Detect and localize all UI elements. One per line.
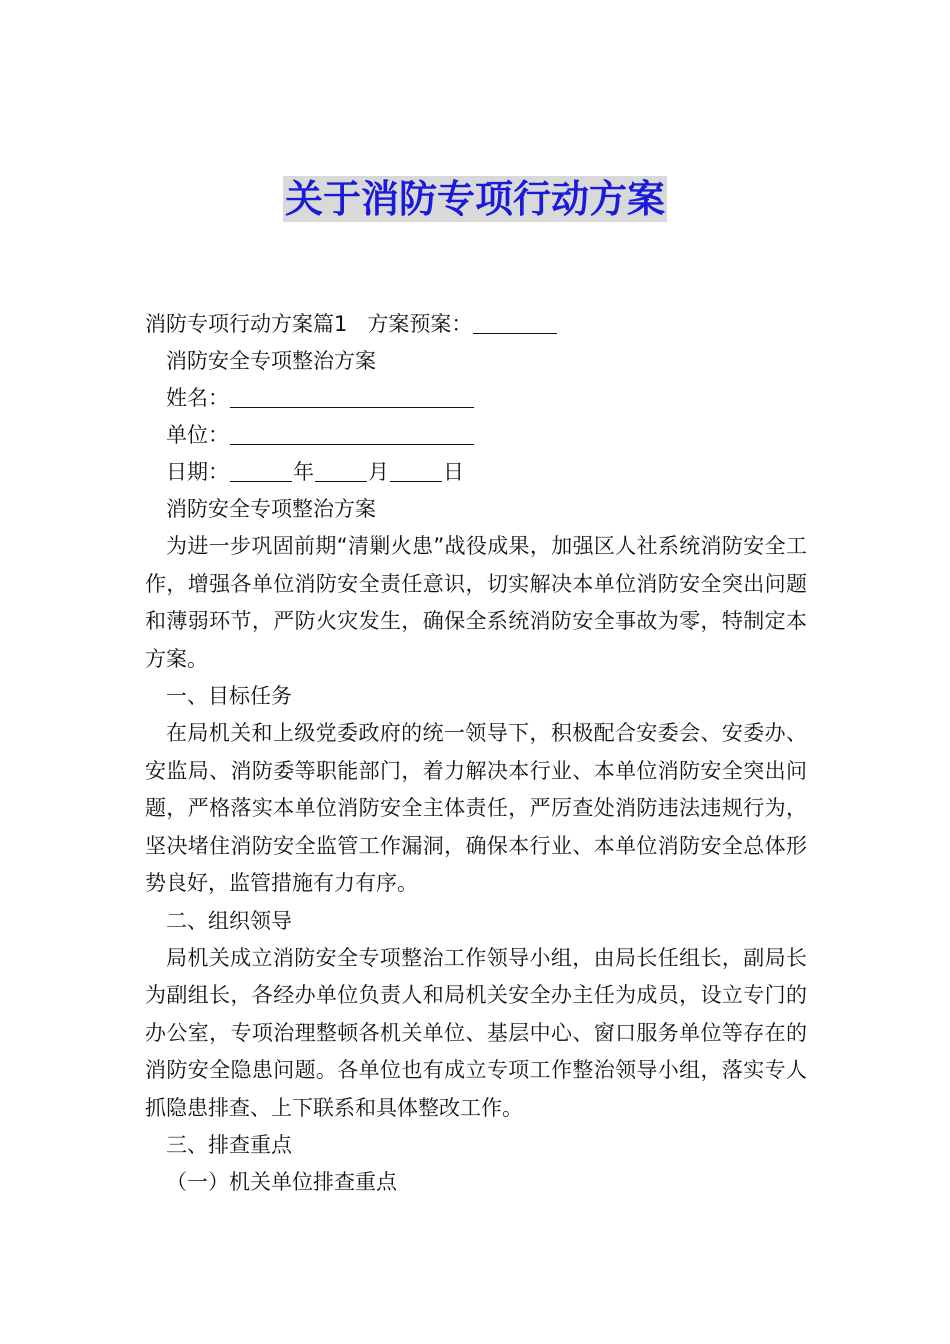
name-label: 姓名： (166, 386, 229, 410)
date-field (145, 454, 807, 491)
section3-heading: 三、排查重点 (166, 1133, 292, 1157)
intro-paragraph: 为进一步巩固前期“清剿火患”战役成果，加强区人社系统消防安全工作，增强各单位消防安全责任意识，切实解决本单位消防安全突出问题和薄弱环节，严防火灾发生，确保全系统消防安全事故为零，特制定本方案。 (145, 534, 807, 671)
year-blank (230, 459, 292, 482)
section1-paragraph: 在局机关和上级党委政府的统一领导下，积极配合安委会、安委办、安监局、消防委等职能部门，着力解决本行业、本单位消防安全突出问题，严格落实本单位消防安全主体责任，严厉查处消防违法违规行为，坚决堵住消防安全监管工作漏洞，确保本行业、本单位消防安全总体形势良好，监管措施有力有序。 (145, 721, 807, 895)
day-char: 日 (443, 460, 464, 484)
name-field (145, 380, 807, 417)
name-blank (230, 385, 474, 408)
section2-paragraph: 局机关成立消防安全专项整治工作领导小组，由局长任组长，副局长为副组长，各经办单位负责人和局机关安全办主任为成员，设立专门的办公室，专项治理整顿各机关单位、基层中心、窗口服务单位等存在的消防安全隐患问题。各单位也有成立专项工作整治领导小组，落实专人抓隐患排查、上下联系和具体整改工作。 (145, 945, 807, 1120)
date-label: 日期： (166, 460, 229, 484)
plan-field-blank (473, 311, 557, 334)
unit-label: 单位： (166, 423, 229, 447)
header-line (145, 306, 807, 343)
unit-field (145, 417, 807, 454)
document-body (145, 306, 807, 1201)
unit-blank (230, 422, 474, 445)
plan-label: 消防专项行动方案篇1 (145, 312, 348, 336)
section1-heading: 一、目标任务 (166, 684, 292, 708)
section3-subheading: （一）机关单位排查重点 (166, 1170, 397, 1194)
section2-heading: 二、组织领导 (166, 908, 292, 933)
plan-field-label: 方案预案： (367, 312, 473, 336)
month-blank (315, 459, 367, 482)
month-char: 月 (368, 460, 389, 484)
year-char: 年 (293, 460, 314, 484)
day-blank (390, 459, 442, 482)
document-title: 关于消防专项行动方案 (284, 177, 665, 221)
subtitle-2: 消防安全专项整治方案 (166, 497, 376, 521)
title-container (0, 176, 950, 222)
subtitle-1: 消防安全专项整治方案 (166, 349, 376, 373)
